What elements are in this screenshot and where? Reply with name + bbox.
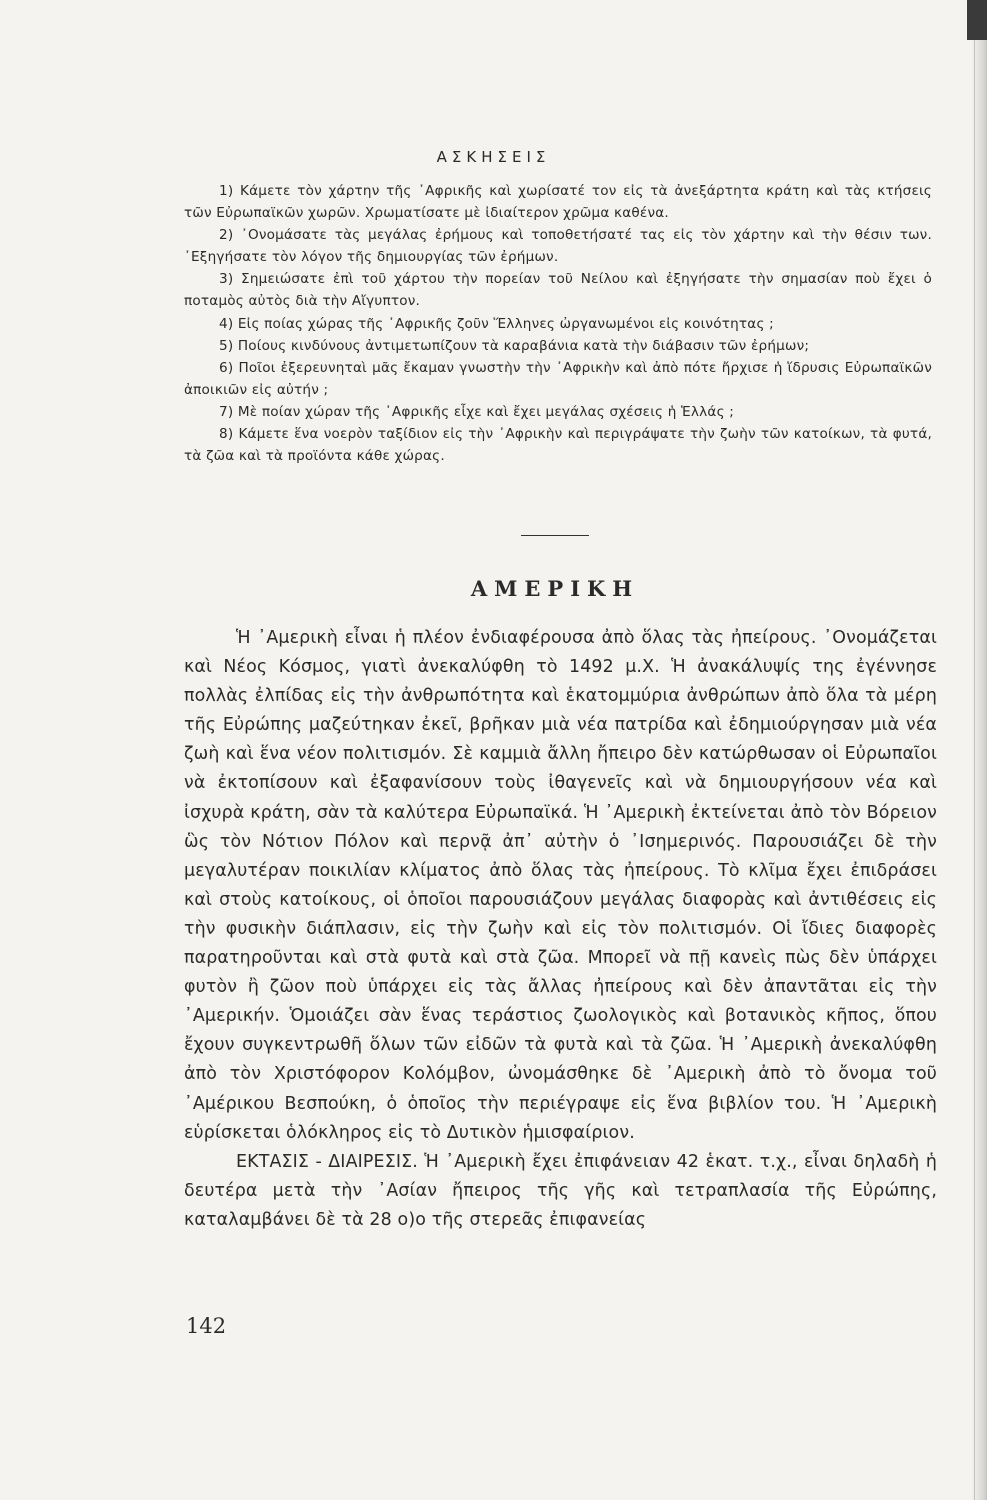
page-number: 142 <box>186 1314 227 1338</box>
exercise-item: 6) Ποῖοι ἐξερευνηταὶ μᾶς ἔκαμαν γνωστὴν τὴν ᾿Αφρικὴν καὶ ἀπὸ πότε ἤρχισε ἡ ἵδρυσις Εὐρωπαϊκῶν ἀποικιῶν εἰς αὐτήν ; <box>184 359 932 398</box>
section-divider <box>521 535 589 536</box>
body-paragraph: Ἡ ᾿Αμερικὴ εἶναι ἡ πλέον ἐνδιαφέρουσα ἀπὸ ὅλας τὰς ἠπείρους. ᾿Ονομάζεται καὶ Νέος Κόσμος, γιατὶ ἀνεκαλύφθη τὸ 1492 μ.Χ. Ἡ ἀνακάλυψίς της ἐγέννησε πολλὰς ἐλπίδας εἰς τὴν ἀνθρωπότητα καὶ ἑκατομμύρια ἀνθρώπων ἀπὸ ὅλα τὰ μέρη τῆς Εὐρώπης μαζεύτηκαν ἐκεῖ, βρῆκαν μιὰ νέα πατρίδα καὶ ἐδημιούργησαν μιὰ νέα ζωὴ καὶ ἕνα νέον πολιτισμόν. Σὲ καμμιὰ ἄλλη ἤπειρο δὲν κατώρθωσαν οἱ Εὐρωπαῖοι νὰ ἐκτοπίσουν καὶ ἐξαφανίσουν τοὺς ἰθαγενεῖς καὶ νὰ δημιουργήσουν νέα καὶ ἰσχυρὰ κράτη, σὰν τὰ καλύτερα Εὐρωπαϊκά. Ἡ ᾿Αμερικὴ ἐκτείνεται ἀπὸ τὸν Βόρειον ὣς τὸν Νότιον Πόλον καὶ περνᾷ ἀπ᾿ αὐτὴν ὁ ᾿Ισημερινός. Παρουσιάζει δὲ τὴν μεγαλυτέραν ποικιλίαν κλίματος ἀπὸ ὅλας τὰς ἠπείρους. Τὸ κλῖμα ἔχει ἐπιδράσει καὶ στοὺς κατοίκους, οἱ ὁποῖοι παρουσιάζουν μεγάλας διαφορὰς καὶ ἀντιθέσεις εἰς τὴν φυσικὴν διάπλασιν, εἰς τὴν ζωὴν καὶ εἰς τὸν πολιτισμόν. Οἱ ἴδιες διαφορὲς παρατηροῦνται καὶ στὰ φυτὰ καὶ στὰ ζῶα. Μπορεῖ νὰ πῇ κανεὶς πὼς δὲν ὑπάρχει φυτὸν ἢ ζῶον ποὺ ὑπάρχει εἰς τὰς ἄλλας ἠπείρους καὶ δὲν ἀπαντᾶται εἰς τὴν ᾿Αμερικήν. Ὁμοιάζει σὰν ἕνας τεράστιος ζωολογικὸς καὶ βοτανικὸς κῆπος, ὅπου ἔχουν συγκεντρωθῆ ὅλων τῶν εἰδῶν τὰ φυτὰ καὶ τὰ ζῶα. Ἡ ᾿Αμερικὴ ἀνεκαλύφθη ἀπὸ τὸν Χριστόφορον Κολόμβον, ὠνομάσθηκε δὲ ᾿Αμερικὴ ἀπὸ τὸ ὄνομα τοῦ ᾿Αμέρικου Βεσπούκη, ὁ ὁποῖος τὴν περιέγραψε εἰς ἕνα βιβλίον του. Ἡ ᾿Αμερικὴ εὑρίσκεται ὁλόκληρος εἰς τὸ Δυτικὸν ἡμισφαίριον. <box>184 628 937 1143</box>
section-title: ΑΜΕΡΙΚΗ <box>470 576 640 601</box>
exercise-item: 1) Κάμετε τὸν χάρτην τῆς ᾿Αφρικῆς καὶ χωρίσατέ τον εἰς τὰ ἀνεξάρτητα κράτη καὶ τὰς κτήσεις τῶν Εὐρωπαϊκῶν χωρῶν. Χρωματίσατε μὲ ἰδιαίτερον χρῶμα καθένα. <box>184 183 932 222</box>
exercises-list <box>184 180 932 467</box>
exercise-item: 8) Κάμετε ἕνα νοερὸν ταξίδιον εἰς τὴν ᾿Αφρικὴν καὶ περιγράψατε τὴν ζωὴν τῶν κατοίκων, τὰ φυτά, τὰ ζῶα καὶ τὰ προϊόντα κάθε χώρας. <box>184 426 932 465</box>
page-edge-line <box>974 0 975 1500</box>
exercises-heading: ΑΣΚΗΣΕΙΣ <box>436 148 551 166</box>
exercise-item: 7) Μὲ ποίαν χώραν τῆς ᾿Αφρικῆς εἶχε καὶ ἔχει μεγάλας σχέσεις ἡ Ἑλλάς ; <box>219 403 735 420</box>
exercise-item: 2) ᾿Ονομάσατε τὰς μεγάλας ἐρήμους καὶ τοποθετήσατέ τας εἰς τὸν χάρτην καὶ τὴν θέσιν των. ᾿Εξηγήσατε τὸν λόγον τῆς δημιουργίας τῶν ἐρήμων. <box>184 227 932 266</box>
exercise-item: 3) Σημειώσατε ἐπὶ τοῦ χάρτου τὴν πορείαν τοῦ Νείλου καὶ ἐξηγήσατε τὴν σημασίαν ποὺ ἔχει ὁ ποταμὸς αὐτὸς διὰ τὴν Αἴγυπτον. <box>184 271 932 310</box>
corner-scan-mark <box>967 0 987 40</box>
exercise-item: 5) Ποίους κινδύνους ἀντιμετωπίζουν τὰ καραβάνια κατὰ τὴν διάβασιν τῶν ἐρήμων; <box>219 337 810 354</box>
body-text <box>184 624 937 1235</box>
exercise-item: 4) Εἰς ποίας χώρας τῆς ᾿Αφρικῆς ζοῦν Ἕλληνες ὠργανωμένοι εἰς κοινότητας ; <box>219 315 774 332</box>
body-paragraph: ΕΚΤΑΣΙΣ - ΔΙΑΙΡΕΣΙΣ. Ἡ ᾿Αμερικὴ ἔχει ἐπιφάνειαν 42 ἑκατ. τ.χ., εἶναι δηλαδὴ ἡ δευτέρα μετὰ τὴν ᾿Ασίαν ἤπειρος τῆς γῆς καὶ τετραπλασία τῆς Εὐρώπης, καταλαμβάνει δὲ τὰ 28 ο)ο τῆς στερεᾶς ἐπιφανείας <box>184 1151 937 1230</box>
